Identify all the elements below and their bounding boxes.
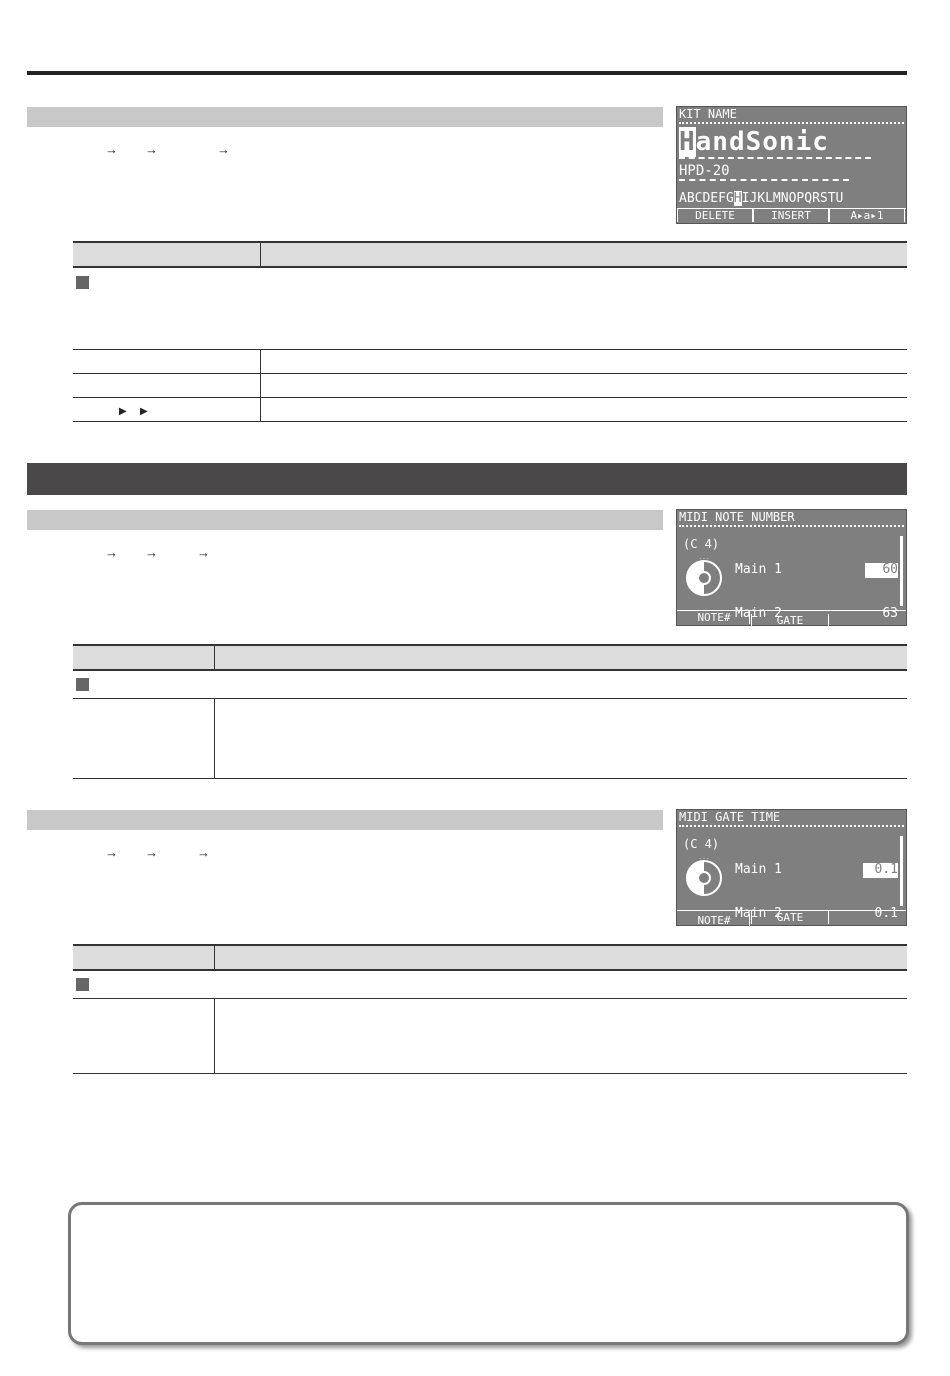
list-item: Main 2 xyxy=(735,605,782,621)
pad-icon xyxy=(683,854,725,898)
note-name: (C 4) xyxy=(683,837,720,851)
f2-insert-button[interactable]: INSERT xyxy=(753,209,829,222)
kit-name-lcd xyxy=(676,106,907,224)
f1-note-button[interactable]: NOTE# xyxy=(679,611,750,624)
table-row xyxy=(73,374,907,398)
list-item: Main 4 xyxy=(735,692,782,708)
kit-subname-value: HPD-20 xyxy=(679,163,730,179)
gate-value[interactable]: 0.1 xyxy=(874,992,898,1008)
note-value[interactable]: 72 xyxy=(882,736,898,751)
play-triangle-icon: ▶ xyxy=(119,405,127,417)
arrow-icon: → xyxy=(217,142,230,157)
lcd-title-divider xyxy=(679,825,904,827)
arrow-icon: → xyxy=(145,142,158,157)
list-item: Main 1 xyxy=(735,562,782,577)
function-bar xyxy=(677,610,906,625)
midi-gate-lcd xyxy=(676,809,907,1051)
midi-note-subheader xyxy=(27,510,663,530)
f3-case-button[interactable]: A▸a▸1 xyxy=(829,209,905,222)
kit-subname-underline xyxy=(679,179,849,181)
note-value[interactable]: 69 xyxy=(882,692,898,708)
midi-section-header xyxy=(27,463,907,495)
gate-value[interactable]: 0.1 xyxy=(874,1036,898,1051)
charset-row xyxy=(679,191,843,206)
kit-name-navigation-path xyxy=(105,142,235,158)
lcd-title-divider xyxy=(679,122,904,124)
top-rule xyxy=(27,71,907,75)
arrow-icon: → xyxy=(197,845,210,860)
table-header xyxy=(73,242,907,267)
table-row xyxy=(73,699,907,779)
play-triangle-icon: ▶ xyxy=(140,405,148,417)
list-item: Main 5 xyxy=(735,1036,782,1051)
table-header xyxy=(73,645,907,670)
lcd-title: KIT NAME xyxy=(679,107,737,121)
svg-text:. . .: . . . xyxy=(699,854,709,861)
gate-value-selected[interactable]: 0.1 xyxy=(863,863,898,878)
list-item: Main 5 xyxy=(735,736,782,751)
scrollbar[interactable] xyxy=(900,536,903,606)
arrow-icon: → xyxy=(105,545,118,560)
table-row xyxy=(73,999,907,1074)
f2-gate-button[interactable]: GATE xyxy=(751,614,829,627)
arrow-icon: → xyxy=(105,142,118,157)
note-name: (C 4) xyxy=(683,537,720,551)
lcd-title: MIDI NOTE NUMBER xyxy=(679,510,795,524)
midi-note-navigation-path xyxy=(105,545,215,561)
kit-name-value xyxy=(679,127,829,157)
square-bullet-icon xyxy=(76,978,89,991)
midi-note-parameter-table xyxy=(73,644,907,779)
midi-gate-parameter-table xyxy=(73,944,907,1074)
arrow-icon: → xyxy=(197,545,210,560)
table-row xyxy=(73,398,907,422)
lcd-title: MIDI GATE TIME xyxy=(679,810,781,824)
arrow-icon: → xyxy=(105,845,118,860)
list-item: Main 2 xyxy=(735,905,782,921)
f1-note-button[interactable]: NOTE# xyxy=(679,914,750,927)
table-row xyxy=(73,670,907,699)
charset-selected: H xyxy=(733,191,742,206)
kit-name-parameter-table xyxy=(73,241,907,422)
scrollbar[interactable] xyxy=(900,836,903,906)
midi-note-lcd xyxy=(676,509,907,751)
name-cursor: H xyxy=(679,127,696,157)
svg-text:. . .: . . . xyxy=(699,554,709,561)
midi-gate-subheader xyxy=(27,810,663,830)
charset-before: ABCDEFG xyxy=(679,191,734,206)
note-value[interactable]: 63 xyxy=(882,605,898,621)
kit-name-underline xyxy=(679,157,871,159)
arrow-icon: → xyxy=(145,845,158,860)
function-bar xyxy=(677,910,906,925)
table-row xyxy=(73,350,907,374)
charset-after: IJKLMNOPQRSTU xyxy=(741,191,844,206)
f2-gate-button[interactable]: GATE xyxy=(751,911,829,924)
f1-delete-button[interactable]: DELETE xyxy=(677,209,753,222)
lcd-title-divider xyxy=(679,525,904,527)
list-item: Main 4 xyxy=(735,992,782,1008)
note-box xyxy=(68,1202,909,1345)
midi-gate-navigation-path xyxy=(105,845,215,861)
square-bullet-icon xyxy=(76,678,89,691)
gate-value[interactable]: 0.1 xyxy=(874,905,898,921)
table-row xyxy=(73,267,907,350)
kit-name-subheader xyxy=(27,107,663,127)
list-item: Main 1 xyxy=(735,862,782,877)
name-rest: andSonic xyxy=(695,127,829,157)
note-value-selected[interactable]: 60 xyxy=(865,563,898,578)
square-bullet-icon xyxy=(76,276,89,289)
function-bar xyxy=(677,208,906,223)
arrow-icon: → xyxy=(145,545,158,560)
pad-icon xyxy=(683,554,725,598)
table-header xyxy=(73,945,907,970)
table-row xyxy=(73,970,907,999)
